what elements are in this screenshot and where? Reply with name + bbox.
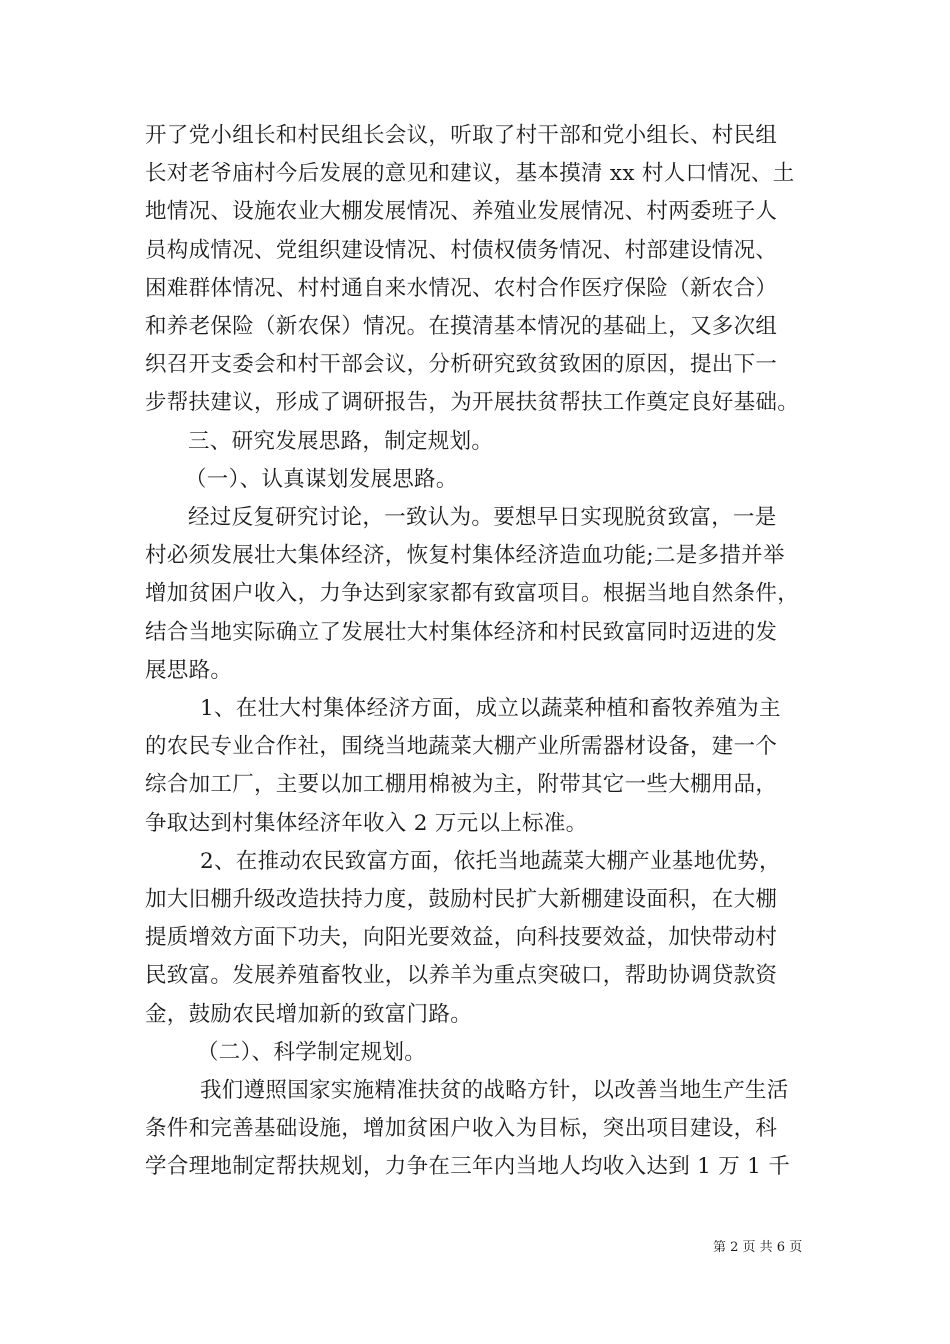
- body-line: 结合当地实际确立了发展壮大村集体经济和村民致富同时迈进的发: [145, 619, 778, 645]
- body-line: 和养老保险（新农保）情况。在摸清基本情况的基础上，又多次组: [145, 314, 778, 339]
- body-line: 员构成情况、党组织建设情况、村债权债务情况、村部建设情况、: [145, 237, 778, 263]
- body-line: 1、在壮大村集体经济方面，成立以蔬菜种植和畜牧养殖为主: [200, 696, 781, 721]
- body-line: 经过反复研究讨论，一致认为。要想早日实现脱贫致富，一是: [188, 505, 777, 530]
- body-line: 展思路。: [145, 657, 233, 683]
- body-line: 增加贫困户收入，力争达到家家都有致富项目。根据当地自然条件，: [145, 581, 800, 607]
- body-line: 村必须发展壮大集体经济，恢复村集体经济造血功能;二是多措并举: [145, 543, 785, 569]
- body-line: 困难群体情况、村村通自来水情况、农村合作医疗保险（新农合）: [145, 275, 778, 301]
- body-line: 步帮扶建议，形成了调研报告，为开展扶贫帮扶工作奠定良好基础。: [145, 390, 800, 416]
- body-line: 织召开支委会和村干部会议，分析研究致贫致困的原因，提出下一: [145, 352, 778, 378]
- body-line: 长对老爷庙村今后发展的意见和建议，基本摸清 xx 村人口情况、土: [145, 161, 795, 187]
- body-line: 2、在推动农民致富方面，依托当地蔬菜大棚产业基地优势，: [200, 848, 781, 874]
- body-line: 条件和完善基础设施，增加贫困户收入为目标，突出项目建设，科: [145, 1116, 778, 1142]
- body-line: 加大旧棚升级改造扶持力度，鼓励村民扩大新棚建设面积，在大棚: [145, 887, 778, 912]
- body-line: 综合加工厂，主要以加工棚用棉被为主，附带其它一些大棚用品，: [145, 772, 778, 798]
- body-line: 学合理地制定帮扶规划，力争在三年内当地人均收入达到 1 万 1 千: [145, 1154, 791, 1180]
- body-line: 的农民专业合作社，围绕当地蔬菜大棚产业所需器材设备，建一个: [145, 734, 778, 760]
- body-line: 开了党小组长和村民组长会议，听取了村干部和党小组长、村民组: [145, 123, 778, 148]
- body-line: 提质增效方面下功夫，向阳光要效益，向科技要效益，加快带动村: [145, 925, 778, 951]
- body-line: 金，鼓励农民增加新的致富门路。: [145, 1001, 473, 1027]
- body-line: 争取达到村集体经济年收入 2 万元以上标准。: [145, 810, 588, 836]
- section-heading: 三、研究发展思路，制定规划。: [188, 428, 494, 454]
- body-line: 我们遵照国家实施精准扶贫的战略方针，以改善当地生产生活: [200, 1078, 789, 1103]
- body-line: 民致富。发展养殖畜牧业，以养羊为重点突破口，帮助协调贷款资: [145, 963, 778, 989]
- page-number: 第 2 页 共 6 页: [713, 1240, 803, 1255]
- subsection-heading: （一）、认真谋划发展思路。: [185, 466, 458, 492]
- body-line: 地情况、设施农业大棚发展情况、养殖业发展情况、村两委班子人: [145, 199, 778, 225]
- subsection-heading: （二）、科学制定规划。: [197, 1039, 427, 1065]
